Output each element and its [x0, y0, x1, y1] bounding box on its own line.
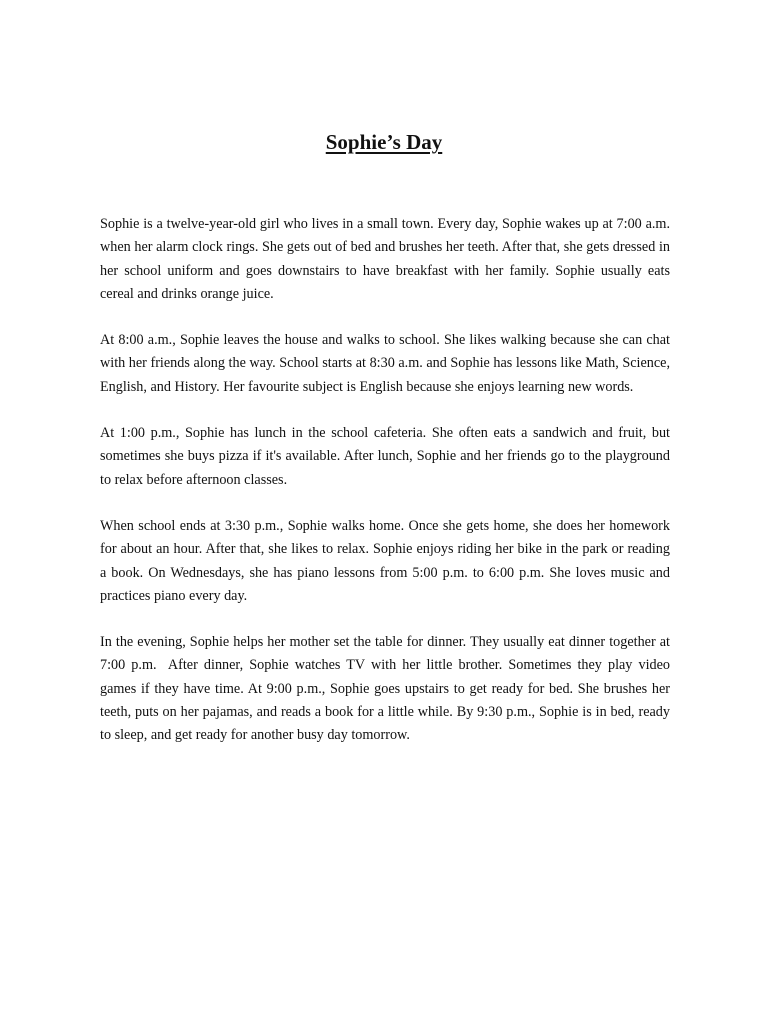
paragraph-afternoon: When school ends at 3:30 p.m., Sophie walks home. Once she gets home, she does her homework for about an hour. After that, she likes to relax. Sophie enjoys riding her bike in the park or reading a book. On Wednesdays, she has piano lessons from 5:00 p.m. to 6:00 p.m. She loves music and practices piano every day.: [100, 517, 674, 604]
paragraph-lunch: At 1:00 p.m., Sophie has lunch in the school cafeteria. She often eats a sandwich and fruit, but sometimes she buys pizza if it's available. After lunch, Sophie and her friends go to the playground to relax before afternoon classes.: [100, 425, 674, 488]
paragraph-morning: Sophie is a twelve-year-old girl who lives in a small town. Every day, Sophie wakes up at 7:00 a.m. when her alarm clock rings. She gets out of bed and brushes her teeth. After that, she gets dressed in her school uniform and goes downstairs to have breakfast with her family. Sophie usually eats cereal and drinks orange juice.: [100, 216, 674, 302]
paragraph-school: At 8:00 a.m., Sophie leaves the house and walks to school. She likes walking because she can chat with her friends along the way. School starts at 8:30 a.m. and Sophie has lessons like Math, Science, English, and History. Her favourite subject is English because she enjoys learning new words.: [100, 332, 674, 395]
document-body: [100, 213, 674, 771]
document-title: Sophie’s Day: [325, 130, 443, 154]
paragraph-evening: In the evening, Sophie helps her mother set the table for dinner. They usually eat dinner together at 7:00 p.m. After dinner, Sophie watches TV with her little brother. Sometimes they play video games if they have time. At 9:00 p.m., Sophie goes upstairs to get ready for bed. She brushes her teeth, puts on her pajamas, and reads a book for a little while. By 9:30 p.m., Sophie is in bed, ready to sleep, and get ready for another busy day tomorrow.: [100, 634, 674, 744]
